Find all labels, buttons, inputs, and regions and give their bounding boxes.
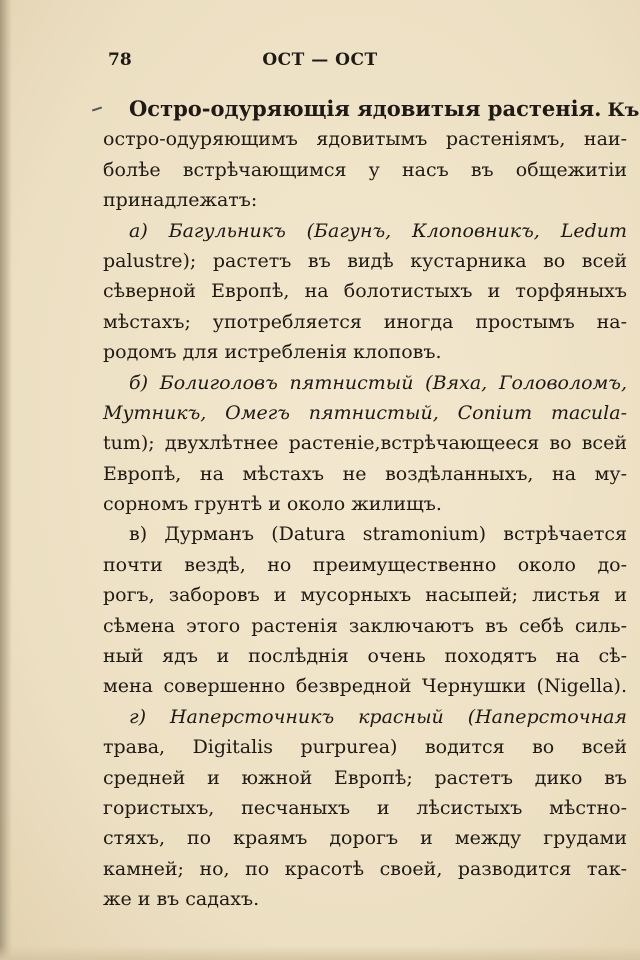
intro-line-4: принадлежатъ:	[103, 189, 258, 212]
para-b-line-1: б) Болиголовъ пятнистый (Вяха, Головоломъ,	[129, 371, 627, 394]
para-b-line-5: сорномъ грунтѣ и около жилищъ.	[103, 493, 442, 516]
para-a-line-1: а) Багульникъ (Багунъ, Клоповникъ, Ledum	[129, 219, 627, 242]
para-b-line-4: Европѣ, на мѣстахъ не воздѣланныхъ, на му-	[103, 462, 627, 485]
para-a-line-5: родомъ для истребленія клоповъ.	[103, 341, 442, 364]
running-head: ОСТ — ОСТ	[262, 50, 378, 70]
para-b-line-3: tum); двухлѣтнее растеніе,встрѣчающееся во всей	[103, 432, 627, 455]
page-number: 78	[108, 50, 132, 70]
page-header	[0, 50, 640, 76]
para-c-line-2: почти вездѣ, но преимущественно около до-	[103, 553, 627, 576]
intro-line-2: остро-одуряющимъ ядовитымъ растеніямъ, наи-	[103, 128, 627, 151]
para-d-line-5: стяхъ, по краямъ дорогъ и между грудами	[103, 827, 627, 850]
para-c-line-6: мена совершенно безвредной Чернушки (Nigella).	[103, 675, 627, 698]
intro-line-3: болѣе встрѣчающимся у насъ въ общежитіи	[103, 158, 627, 181]
section-heading: Остро-одуряющія ядовитыя растенія.	[129, 96, 602, 121]
page-bottom-edge	[0, 946, 640, 960]
para-c-line-5: ный ядъ и послѣднія очень походятъ на сѣ-	[103, 645, 627, 668]
para-d-line-1: г) Наперсточникъ красный (Наперсточная	[129, 705, 627, 728]
article-body	[103, 94, 640, 915]
para-d-line-2: трава, Digitalis purpurea) водится во всей	[103, 736, 627, 759]
para-c-line-3: рогъ, заборовъ и мусорныхъ насыпей; листья и	[103, 584, 627, 607]
para-a-line-4: мѣстахъ; употребляется иногда простымъ на-	[103, 310, 627, 333]
para-c-line-1: в) Дурманъ (Datura stramonium) встрѣчается	[129, 523, 627, 546]
para-a-line-2: palustre); растетъ въ видѣ кустарника во всей	[103, 249, 627, 272]
para-d-line-4: гористыхъ, песчаныхъ и лѣсистыхъ мѣстно-	[103, 796, 627, 819]
para-c-line-4: сѣмена этого растенія заключаютъ въ себѣ силь-	[103, 614, 627, 637]
para-d-line-6: камней; но, по красотѣ своей, разводится так-	[103, 857, 627, 880]
para-b-line-2: Мутникъ, Омегъ пятнистый, Conium macula-	[103, 401, 627, 424]
para-d-line-7: же и въ садахъ.	[103, 888, 260, 911]
book-spine-shadow	[0, 0, 12, 960]
para-a-line-3: сѣверной Европѣ, на болотистыхъ и торфяныхъ	[103, 280, 627, 303]
pencil-mark	[92, 107, 102, 112]
para-d-line-3: средней и южной Европѣ; растетъ дико въ	[103, 766, 627, 789]
intro-line-1: Остро-одуряющія ядовитыя растенія. Къ	[129, 96, 640, 121]
